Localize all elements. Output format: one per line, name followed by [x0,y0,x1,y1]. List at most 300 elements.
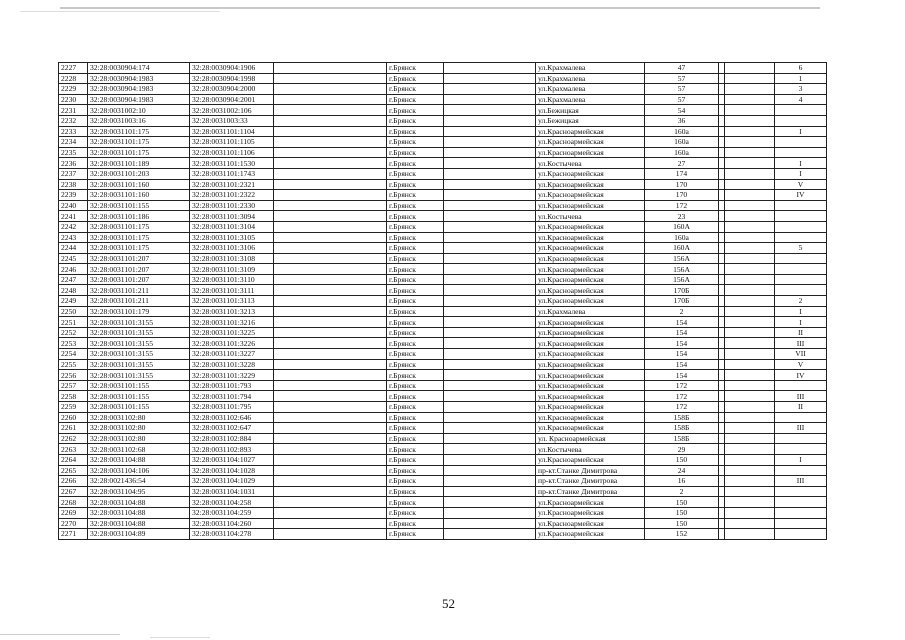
city-cell: г.Брянск [387,274,444,285]
object-cadastral-number-cell: 32:28:0031104:1028 [190,465,274,476]
empty-cell-cell [274,433,387,444]
row-number-cell: 2237 [59,168,88,179]
empty-cell-cell [725,402,775,413]
street-cell: ул.Красноармейская [536,454,645,465]
object-cadastral-number-cell: 32:28:0031101:3104 [190,221,274,232]
city-cell: г.Брянск [387,105,444,116]
object-cadastral-number-cell: 32:28:0031104:258 [190,497,274,508]
empty-cell-cell [725,211,775,222]
table-row [59,158,827,169]
empty-cell-cell [444,221,536,232]
house-number-cell: 160А [645,221,719,232]
premises-number-cell [775,433,827,444]
premises-number-cell [775,444,827,455]
object-cadastral-number-cell: 32:28:0031101:1743 [190,168,274,179]
house-number-cell: 170Б [645,285,719,296]
scan-edge-line [150,637,210,638]
city-cell: г.Брянск [387,327,444,338]
empty-cell-cell [274,221,387,232]
house-number-cell: 158Б [645,412,719,423]
empty-cell-cell [274,253,387,264]
city-cell: г.Брянск [387,486,444,497]
row-number-cell: 2240 [59,200,88,211]
empty-cell-cell [444,306,536,317]
empty-cell-cell [444,264,536,275]
empty-cell-cell [274,359,387,370]
empty-cell-cell [444,338,536,349]
page-number: 52 [442,596,455,611]
city-cell: г.Брянск [387,391,444,402]
object-cadastral-number-cell: 32:28:0031101:3109 [190,264,274,275]
empty-cell-cell [444,147,536,158]
premises-number-cell: III [775,476,827,487]
street-cell: ул.Крахмалева [536,306,645,317]
street-cell: ул.Красноармейская [536,147,645,158]
parcel-cadastral-number-cell: 32:28:0031003:16 [88,115,190,126]
premises-number-cell [775,147,827,158]
parcel-cadastral-number-cell: 32:28:0031101:175 [88,126,190,137]
premises-number-cell: II [775,327,827,338]
city-cell: г.Брянск [387,179,444,190]
city-cell: г.Брянск [387,359,444,370]
row-number-cell: 2241 [59,211,88,222]
empty-cell-cell [725,253,775,264]
city-cell: г.Брянск [387,497,444,508]
premises-number-cell: 1 [775,73,827,84]
registry-table [58,62,827,540]
empty-cell-cell [274,327,387,338]
empty-cell-cell [725,73,775,84]
empty-cell-cell [444,179,536,190]
house-number-cell: 152 [645,529,719,540]
object-cadastral-number-cell: 32:28:0031101:3228 [190,359,274,370]
empty-cell-cell [444,296,536,307]
street-cell: ул.Красноармейская [536,317,645,328]
empty-cell-cell [725,380,775,391]
empty-cell-cell [725,529,775,540]
empty-cell-cell [725,349,775,360]
street-cell: ул.Бежицкая [536,115,645,126]
city-cell: г.Брянск [387,137,444,148]
row-number-cell: 2268 [59,497,88,508]
empty-cell-cell [725,486,775,497]
row-number-cell: 2244 [59,243,88,254]
row-number-cell: 2256 [59,370,88,381]
parcel-cadastral-number-cell: 32:28:0031104:89 [88,529,190,540]
object-cadastral-number-cell: 32:28:0031101:3106 [190,243,274,254]
table-row [59,529,827,540]
house-number-cell: 156А [645,274,719,285]
city-cell: г.Брянск [387,507,444,518]
row-number-cell: 2229 [59,84,88,95]
house-number-cell: 172 [645,200,719,211]
city-cell: г.Брянск [387,402,444,413]
parcel-cadastral-number-cell: 32:28:0021436:54 [88,476,190,487]
premises-number-cell [775,412,827,423]
empty-cell-cell [274,168,387,179]
city-cell: г.Брянск [387,158,444,169]
row-number-cell: 2255 [59,359,88,370]
empty-cell-cell [274,264,387,275]
street-cell: ул.Красноармейская [536,529,645,540]
premises-number-cell [775,105,827,116]
parcel-cadastral-number-cell: 32:28:0031101:3155 [88,317,190,328]
empty-cell-cell [725,200,775,211]
street-cell: ул.Красноармейская [536,253,645,264]
empty-cell-cell [725,243,775,254]
parcel-cadastral-number-cell: 32:28:0031101:3155 [88,359,190,370]
object-cadastral-number-cell: 32:28:0031104:1029 [190,476,274,487]
empty-cell-cell [274,147,387,158]
parcel-cadastral-number-cell: 32:28:0031101:3155 [88,370,190,381]
table-row [59,285,827,296]
object-cadastral-number-cell: 32:28:0031101:1104 [190,126,274,137]
object-cadastral-number-cell: 32:28:0031003:33 [190,115,274,126]
empty-cell-cell [444,529,536,540]
city-cell: г.Брянск [387,476,444,487]
table-row [59,486,827,497]
row-number-cell: 2271 [59,529,88,540]
empty-cell-cell [274,476,387,487]
parcel-cadastral-number-cell: 32:28:0031102:80 [88,433,190,444]
premises-number-cell [775,200,827,211]
object-cadastral-number-cell: 32:28:0031101:793 [190,380,274,391]
empty-cell-cell [444,423,536,434]
parcel-cadastral-number-cell: 32:28:0031101:175 [88,243,190,254]
premises-number-cell: I [775,158,827,169]
row-number-cell: 2232 [59,115,88,126]
object-cadastral-number-cell: 32:28:0031101:1530 [190,158,274,169]
street-cell: ул.Костычева [536,444,645,455]
empty-cell-cell [444,359,536,370]
row-number-cell: 2265 [59,465,88,476]
parcel-cadastral-number-cell: 32:28:0031101:211 [88,285,190,296]
row-number-cell: 2267 [59,486,88,497]
empty-cell-cell [725,285,775,296]
premises-number-cell: 3 [775,84,827,95]
table-row [59,115,827,126]
row-number-cell: 2251 [59,317,88,328]
street-cell: пр-кт.Станке Димитрова [536,486,645,497]
premises-number-cell: VII [775,349,827,360]
city-cell: г.Брянск [387,94,444,105]
parcel-cadastral-number-cell: 32:28:0031101:175 [88,147,190,158]
premises-number-cell [775,285,827,296]
row-number-cell: 2239 [59,190,88,201]
row-number-cell: 2263 [59,444,88,455]
object-cadastral-number-cell: 32:28:0031002:106 [190,105,274,116]
row-number-cell: 2253 [59,338,88,349]
premises-number-cell: 5 [775,243,827,254]
empty-cell-cell [274,497,387,508]
row-number-cell: 2254 [59,349,88,360]
row-number-cell: 2235 [59,147,88,158]
empty-cell-cell [725,444,775,455]
premises-number-cell: I [775,306,827,317]
row-number-cell: 2266 [59,476,88,487]
empty-cell-cell [725,179,775,190]
empty-cell-cell [274,158,387,169]
empty-cell-cell [444,200,536,211]
empty-cell-cell [274,179,387,190]
street-cell: ул.Крахмалева [536,63,645,74]
empty-cell-cell [444,253,536,264]
row-number-cell: 2236 [59,158,88,169]
empty-cell-cell [725,433,775,444]
row-number-cell: 2227 [59,63,88,74]
scan-edge-line [0,634,120,635]
city-cell: г.Брянск [387,168,444,179]
house-number-cell: 150 [645,518,719,529]
empty-cell-cell [444,370,536,381]
empty-cell-cell [444,433,536,444]
house-number-cell: 170 [645,190,719,201]
object-cadastral-number-cell: 32:28:0031101:3105 [190,232,274,243]
street-cell: ул.Красноармейская [536,296,645,307]
house-number-cell: 170 [645,179,719,190]
parcel-cadastral-number-cell: 32:28:0031101:203 [88,168,190,179]
premises-number-cell [775,211,827,222]
empty-cell-cell [725,94,775,105]
house-number-cell: 54 [645,105,719,116]
empty-cell-cell [444,211,536,222]
row-number-cell: 2252 [59,327,88,338]
house-number-cell: 156А [645,264,719,275]
street-cell: ул. Красноармейская [536,433,645,444]
object-cadastral-number-cell: 32:28:0030904:1906 [190,63,274,74]
parcel-cadastral-number-cell: 32:28:0031101:155 [88,402,190,413]
street-cell: ул.Красноармейская [536,327,645,338]
house-number-cell: 24 [645,465,719,476]
row-number-cell: 2258 [59,391,88,402]
empty-cell-cell [274,486,387,497]
empty-cell-cell [274,94,387,105]
table-row [59,497,827,508]
city-cell: г.Брянск [387,296,444,307]
empty-cell-cell [274,296,387,307]
object-cadastral-number-cell: 32:28:0031104:259 [190,507,274,518]
empty-cell-cell [444,454,536,465]
parcel-cadastral-number-cell: 32:28:0031101:3155 [88,338,190,349]
parcel-cadastral-number-cell: 32:28:0031101:207 [88,264,190,275]
table-row [59,306,827,317]
row-number-cell: 2228 [59,73,88,84]
empty-cell-cell [725,306,775,317]
table-row [59,126,827,137]
city-cell: г.Брянск [387,338,444,349]
empty-cell-cell [274,529,387,540]
empty-cell-cell [444,317,536,328]
parcel-cadastral-number-cell: 32:28:0031102:68 [88,444,190,455]
table-row [59,391,827,402]
object-cadastral-number-cell: 32:28:0031101:2322 [190,190,274,201]
object-cadastral-number-cell: 32:28:0031101:3227 [190,349,274,360]
empty-cell-cell [725,338,775,349]
house-number-cell: 154 [645,317,719,328]
city-cell: г.Брянск [387,232,444,243]
object-cadastral-number-cell: 32:28:0031104:278 [190,529,274,540]
table-row [59,84,827,95]
house-number-cell: 160А [645,243,719,254]
empty-cell-cell [725,264,775,275]
object-cadastral-number-cell: 32:28:0031104:260 [190,518,274,529]
empty-cell-cell [444,465,536,476]
premises-number-cell [775,115,827,126]
house-number-cell: 174 [645,168,719,179]
city-cell: г.Брянск [387,518,444,529]
street-cell: ул.Костычева [536,158,645,169]
empty-cell-cell [725,84,775,95]
row-number-cell: 2247 [59,274,88,285]
premises-number-cell [775,518,827,529]
empty-cell-cell [444,73,536,84]
empty-cell-cell [444,115,536,126]
empty-cell-cell [274,137,387,148]
parcel-cadastral-number-cell: 32:28:0031101:189 [88,158,190,169]
premises-number-cell [775,232,827,243]
city-cell: г.Брянск [387,84,444,95]
registry-table-body [59,63,827,540]
row-number-cell: 2270 [59,518,88,529]
street-cell: ул.Красноармейская [536,412,645,423]
street-cell: ул.Красноармейская [536,168,645,179]
premises-number-cell: 4 [775,94,827,105]
premises-number-cell: I [775,168,827,179]
empty-cell-cell [444,232,536,243]
house-number-cell: 154 [645,338,719,349]
empty-cell-cell [444,402,536,413]
empty-cell-cell [725,158,775,169]
street-cell: ул.Красноармейская [536,285,645,296]
table-row [59,94,827,105]
object-cadastral-number-cell: 32:28:0031101:3225 [190,327,274,338]
empty-cell-cell [274,380,387,391]
table-row [59,423,827,434]
row-number-cell: 2264 [59,454,88,465]
empty-cell-cell [274,73,387,84]
premises-number-cell: I [775,317,827,328]
house-number-cell: 36 [645,115,719,126]
table-row [59,518,827,529]
empty-cell-cell [444,380,536,391]
empty-cell-cell [725,317,775,328]
city-cell: г.Брянск [387,243,444,254]
city-cell: г.Брянск [387,423,444,434]
parcel-cadastral-number-cell: 32:28:0031101:186 [88,211,190,222]
empty-cell-cell [274,349,387,360]
empty-cell-cell [444,412,536,423]
street-cell: ул.Красноармейская [536,497,645,508]
parcel-cadastral-number-cell: 32:28:0031101:207 [88,274,190,285]
house-number-cell: 2 [645,306,719,317]
street-cell: ул.Красноармейская [536,370,645,381]
house-number-cell: 23 [645,211,719,222]
parcel-cadastral-number-cell: 32:28:0031104:88 [88,507,190,518]
parcel-cadastral-number-cell: 32:28:0031101:179 [88,306,190,317]
table-row [59,147,827,158]
parcel-cadastral-number-cell: 32:28:0031101:3155 [88,349,190,360]
empty-cell-cell [444,285,536,296]
empty-cell-cell [444,497,536,508]
empty-cell-cell [725,423,775,434]
empty-cell-cell [274,507,387,518]
object-cadastral-number-cell: 32:28:0031101:794 [190,391,274,402]
row-number-cell: 2269 [59,507,88,518]
object-cadastral-number-cell: 32:28:0031102:646 [190,412,274,423]
object-cadastral-number-cell: 32:28:0031101:2321 [190,179,274,190]
empty-cell-cell [725,126,775,137]
empty-cell-cell [444,274,536,285]
table-row [59,317,827,328]
empty-cell-cell [274,243,387,254]
premises-number-cell: III [775,423,827,434]
house-number-cell: 160а [645,137,719,148]
parcel-cadastral-number-cell: 32:28:0031104:88 [88,497,190,508]
city-cell: г.Брянск [387,126,444,137]
premises-number-cell: 2 [775,296,827,307]
empty-cell-cell [444,476,536,487]
object-cadastral-number-cell: 32:28:0030904:1998 [190,73,274,84]
premises-number-cell: IV [775,370,827,381]
premises-number-cell: II [775,402,827,413]
table-row [59,476,827,487]
row-number-cell: 2261 [59,423,88,434]
parcel-cadastral-number-cell: 32:28:0030904:1983 [88,94,190,105]
city-cell: г.Брянск [387,264,444,275]
empty-cell-cell [274,285,387,296]
parcel-cadastral-number-cell: 32:28:0031101:175 [88,221,190,232]
table-row [59,338,827,349]
empty-cell-cell [725,137,775,148]
empty-cell-cell [274,84,387,95]
house-number-cell: 29 [645,444,719,455]
city-cell: г.Брянск [387,454,444,465]
premises-number-cell: III [775,391,827,402]
empty-cell-cell [725,327,775,338]
empty-cell-cell [725,274,775,285]
object-cadastral-number-cell: 32:28:0031101:795 [190,402,274,413]
table-row [59,211,827,222]
empty-cell-cell [274,126,387,137]
empty-cell-cell [725,232,775,243]
city-cell: г.Брянск [387,221,444,232]
parcel-cadastral-number-cell: 32:28:0031101:175 [88,137,190,148]
object-cadastral-number-cell: 32:28:0031101:1106 [190,147,274,158]
parcel-cadastral-number-cell: 32:28:0031104:95 [88,486,190,497]
empty-cell-cell [444,105,536,116]
parcel-cadastral-number-cell: 32:28:0031101:155 [88,200,190,211]
object-cadastral-number-cell: 32:28:0030904:2000 [190,84,274,95]
row-number-cell: 2243 [59,232,88,243]
empty-cell-cell [725,370,775,381]
table-row [59,465,827,476]
table-row [59,412,827,423]
street-cell: ул.Крахмалева [536,73,645,84]
table-row [59,190,827,201]
row-number-cell: 2262 [59,433,88,444]
object-cadastral-number-cell: 32:28:0031101:3094 [190,211,274,222]
empty-cell-cell [274,306,387,317]
table-row [59,296,827,307]
city-cell: г.Брянск [387,73,444,84]
parcel-cadastral-number-cell: 32:28:0030904:174 [88,63,190,74]
empty-cell-cell [725,454,775,465]
street-cell: ул.Красноармейская [536,349,645,360]
street-cell: ул.Крахмалева [536,84,645,95]
table-row [59,105,827,116]
row-number-cell: 2230 [59,94,88,105]
parcel-cadastral-number-cell: 32:28:0031101:207 [88,253,190,264]
